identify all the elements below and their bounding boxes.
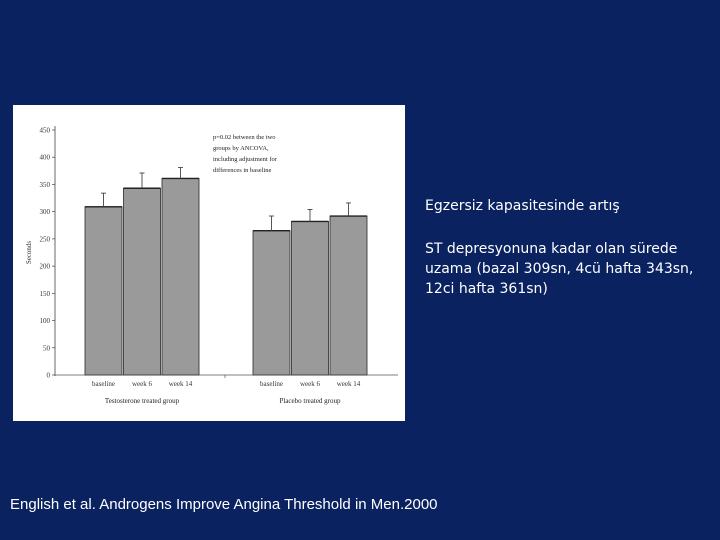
annotation-line: p=0.02 between the two (213, 134, 276, 141)
y-tick-label: 50 (43, 344, 50, 353)
bar (292, 221, 329, 375)
bar (162, 178, 199, 375)
bar-chart (13, 105, 405, 421)
bullet-st-depression-time: ST depresyonuna kadar olan sürede uzama (bazal 309sn, 4cü hafta 343sn, 12ci hafta 361sn) (425, 241, 694, 297)
y-tick-label: 150 (39, 289, 50, 298)
bar (85, 207, 122, 375)
annotation-line: groups by ANCOVA, (213, 145, 269, 152)
chart-figure (13, 105, 405, 421)
category-label: week 6 (299, 380, 321, 388)
annotation-line: differences in baseline (213, 167, 272, 174)
citation: English et al. Androgens Improve Angina Threshold in Men.2000 (10, 496, 438, 513)
category-label: baseline (92, 380, 115, 388)
group-label: Testosterone treated group (104, 397, 180, 405)
bar (330, 216, 367, 375)
bar (253, 231, 290, 375)
y-tick-label: 200 (39, 262, 50, 271)
bar (124, 188, 161, 375)
bullet-exercise-capacity: Egzersiz kapasitesinde artış (425, 198, 620, 214)
annotation-line: including adjustment for (213, 156, 277, 163)
category-label: week 14 (336, 380, 361, 388)
y-tick-label: 350 (39, 180, 50, 189)
y-tick-label: 400 (39, 153, 50, 162)
y-tick-label: 100 (39, 317, 50, 326)
y-tick-label: 0 (46, 371, 50, 380)
y-axis-label: Seconds (25, 240, 33, 265)
group-label: Placebo treated group (279, 397, 341, 405)
y-tick-label: 250 (39, 235, 50, 244)
category-label: week 6 (131, 380, 153, 388)
y-tick-label: 300 (39, 208, 50, 217)
y-tick-label: 450 (39, 126, 50, 135)
category-label: week 14 (168, 380, 193, 388)
category-label: baseline (260, 380, 283, 388)
